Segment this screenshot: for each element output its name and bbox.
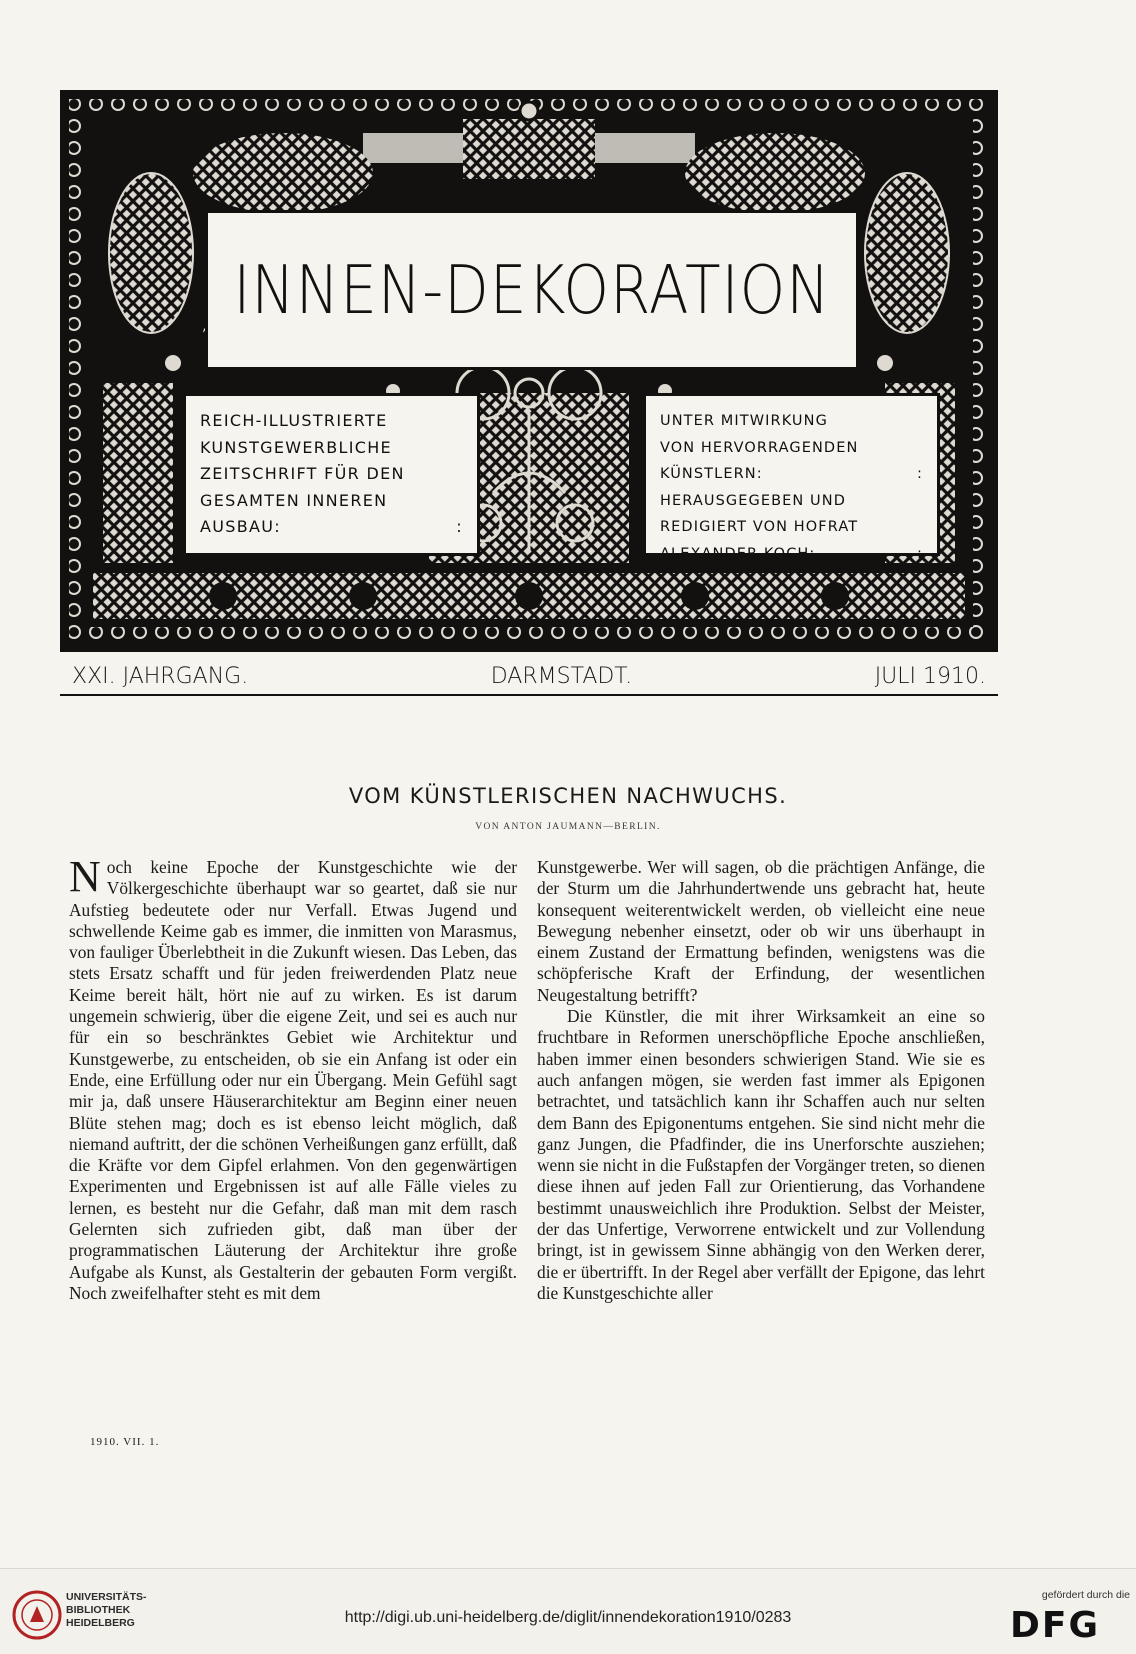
- editor-line: UNTER MITWIRKUNG: [660, 413, 828, 429]
- paragraph: Kunstgewerbe. Wer will sagen, ob die prächtigen Anfänge, die der Sturm um die Jahrhundertwende uns gebracht hat, heute konsequent weiterentwickelt werden, ob vielleicht eine neue Bewegung nebenher einsetzt, oder ob wir uns überhaupt in einem Zustand der Ermattung befinden, wenigstens was die schöpferische Kraft der Erfindung, der wesentlichen Neugestaltung betrifft?: [537, 857, 985, 1005]
- volume-label: XXI. JAHRGANG.: [72, 663, 249, 689]
- paragraph: Noch keine Epoche der Kunstgeschichte wie der Völkergeschichte überhaupt war so geartet, daß sie nur Aufstieg bedeutete oder nur Verfall. Etwas Jugend und schwellende Keime gab es immer, die inmitten von Marasmus, von fauliger Überlebtheit in die Zukunft wiesen. Das Leben, das stets Ersatz schafft und für jeden freiwerdenden Platz neue Keime bereit hält, hört nie auf zu wirken. Es ist darum ungemein schwierig, über die eigene Zeit, und sei es auch nur für ein so beschränktes Gebiet wie Architektur und Kunstgewerbe, zu entscheiden, ob sie ein Anfang ist oder ein Ende, eine Erfüllung oder nur ein Übergang. Mein Gefühl sagt mir ja, daß unsere Häuserarchitektur am Beginn einer neuen Blüte stehen mag; doch es ist ebenso leicht möglich, daß niemand auftritt, der die schönen Verheißungen ganz erfüllt, daß die Kräfte vor dem Gipfel erlahmen. Von den gegenwärtigen Experimenten und Ergebnissen ist auf alle Fälle vieles zu lernen, es besteht nur die Gefahr, daß man mit dem rasch Gelernten sich zufrieden gibt, daß man über der programmatischen Läuterung der Architektur ihre große Aufgabe als Kunst, als Gestalterin der gebauten Form vergißt. Noch zweifelhafter steht es mit dem: [69, 852, 517, 1303]
- issue-bar: [60, 658, 998, 696]
- editor-panel: [643, 393, 940, 562]
- subtitle-line: REICH-ILLUSTRIERTE: [200, 411, 388, 430]
- journal-title: INNEN-DEKORATION: [233, 250, 831, 330]
- editor-line: VON HERVORRAGENDEN: [660, 439, 859, 456]
- digitization-footer: [0, 1568, 1136, 1654]
- library-name: UNIVERSITÄTS- BIBLIOTHEK HEIDELBERG: [66, 1591, 147, 1629]
- masthead-ornament: [60, 90, 998, 652]
- subtitle-line: GESAMTEN INNEREN: [200, 490, 388, 510]
- subtitle-line: ZEITSCHRIFT FÜR DEN: [200, 464, 405, 483]
- permalink-url[interactable]: http://digi.ub.uni-heidelberg.de/diglit/innendekoration1910/0283: [344, 1609, 792, 1626]
- folio-signature: 1910. VII. 1.: [90, 1436, 160, 1448]
- dfg-logo: DFG: [1010, 1605, 1101, 1646]
- drop-cap: N: [69, 852, 101, 901]
- paragraph: Die Künstler, die mit ihrer Wirksamkeit an eine so fruchtbare in Reformen unerschöpfliche Epoche anschließen, haben immer einen besonders schwierigen Stand. Wie sie es auch anfangen mögen, sie werden fast immer als Epigonen betrachtet, und tatsächlich kann ihr Schaffen auch nur selten dem Bann des Epigonentums entgehen. Sie sind nicht mehr die ganz Jungen, die Pfadfinder, die ins Unerforschte ausziehen; wenn sie nicht in die Fußstapfen der Vorgänger treten, so dienen diese ihnen auf jeden Fall zur Orientierung, das Vorhandene bestimmt unausweichlich ihre Produktion. Selbst der Meister, der das Unfertige, Verworrene entwickelt und zur Vollendung bringt, ist in gewissem Sinne abhängig von den Werken derer, die er übertrifft. In der Regel aber verfällt der Epigone, das lehrt die Kunstgeschichte aller: [537, 1006, 985, 1303]
- editor-line: HERAUSGEGEBEN UND: [660, 492, 846, 509]
- funding-note: gefördert durch die: [1041, 1589, 1130, 1601]
- subtitle-line: KUNSTGEWERBLICHE: [200, 437, 392, 457]
- byline: VON ANTON JAUMANN—BERLIN.: [475, 822, 661, 832]
- subtitle-panel: [183, 393, 480, 556]
- date-label: JULI 1910.: [874, 663, 986, 689]
- editor-line: ALEXANDER KOCH: :: [660, 545, 923, 562]
- subtitle-line: AUSBAU: :: [200, 517, 463, 536]
- article-title: VOM KÜNSTLERISCHEN NACHWUCHS.: [348, 784, 788, 808]
- text-column-left: [69, 852, 517, 1304]
- title-panel: [205, 210, 859, 370]
- editor-line: REDIGIERT VON HOFRAT: [660, 519, 859, 535]
- place-label: DARMSTADT.: [490, 663, 633, 689]
- editor-line: KÜNSTLERN: :: [660, 466, 923, 482]
- text-column-right: [537, 857, 985, 1304]
